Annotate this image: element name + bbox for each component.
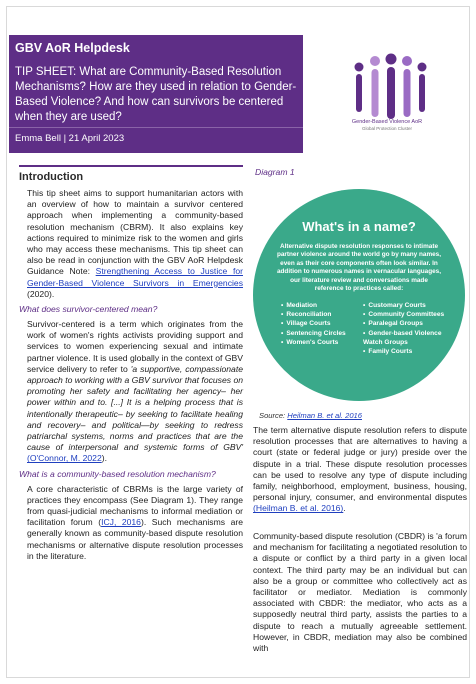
guidance-note-link[interactable]: Strengthening Access to Justice for Gender-Based Violence Survivors in Emergencies [27,266,243,288]
list-item: • Women's Courts [281,338,346,347]
list-item: • Reconciliation [281,310,346,319]
cbrm-paragraph: A core characteristic of CBRMs is the large variety of practices they encompass (See Diagram 1). They range from quasi-judicial mechanisms to informal mediation or facilitation forum (ICJ, 2016). Such mechanisms are generally known as community-based dispute resolution mechanisms or alternative dispute resolution processes in the literature. [27,483,243,561]
diagram-list-right [363,301,447,356]
logo-caption: Gender-Based Violence AoR [351,119,423,125]
list-item: • Family Courts [363,347,447,356]
section-rule [19,165,243,167]
document-page [6,6,470,678]
diagram-label: Diagram 1 [255,167,295,177]
diagram-title: What's in a name? [302,219,416,234]
tip-sheet-title: TIP SHEET: What are Community-Based Resolution Mechanisms? How are they used in relation to Gender-Based Violence? And how can survivors be centered when they are used? [15,66,297,123]
introduction-heading: Introduction [19,171,84,183]
list-item: • Paralegal Groups [363,319,447,328]
intro-paragraph: This tip sheet aims to support humanitarian actors with an overview of how to maintain a survivor centered approach when implementing a community-based resolution mechanism (CBRM). It also explains key actions required to minimize risk to the women and girls who may access these mechanisms. This tip sheet can also be read in conjunction with the GBV AoR Helpdesk Guidance Note: Strengthening Access to Justice for Gender-Based Violence Survivors in Emergencies (2020). [27,188,243,299]
left-column [19,171,243,562]
oconnor-citation-link[interactable]: (O'Connor, M. 2022 [27,453,102,464]
adr-paragraph: The term alternative dispute resolution refers to dispute resolution processes that are alternatives to having a court (state or federal judge or jury) preside over the dispute in a trial. These dispute resolution processes can be used to resolve any type of dispute including family, neighborhood, employment, business, housing, personal injury, consumer, and environmental disputes (Heilman B. et al. 2016). [253,425,467,514]
list-item: • Mediation [281,301,346,310]
survivor-centered-heading: What does survivor-centered mean? [19,304,158,315]
org-name: GBV AoR Helpdesk [15,41,130,55]
heilman-citation-link[interactable]: (Heilman B. et al. 2016) [253,503,344,514]
cbdr-paragraph: Community-based dispute resolution (CBDR) is 'a forum and mechanism for facilitating a negotiated resolution to a dispute or conflict by a third party in a given local context. The third party may be an individual but can also be a group or committee who collectively act as facilitator or mediator. Mediation is commonly associated with CBDR: the mediator, who acts as a supposedly neutral third party, assists the parties to a dispute to reach a mutually agreeable settlement. However, in CBDR, mediation may also be combined with [253,531,467,654]
list-item: • Village Courts [281,319,346,328]
icj-citation-link[interactable]: ICJ, 2016 [101,517,141,528]
cbrm-heading: What is a community-based resolution mechanism? [19,468,216,479]
list-item: • Customary Courts [363,301,447,310]
diagram-description: Alternative dispute resolution responses to intimate partner violence around the world go by many names, even as their core components often look similar. In addition to numerous names in vernacular languages, our literature review and conversations made reference to practices called: [276,243,442,293]
list-item: • Community Committees [363,310,447,319]
header-divider [9,127,303,128]
list-item: • Sentencing Circles [281,329,346,338]
diagram-source: Source: Heilman B. et al. 2016 [259,411,362,420]
logo-subcaption: Global Protection Cluster [361,126,413,131]
survivor-centered-paragraph: Survivor-centered is a term which originates from the work of women's rights activists providing support and services to women experiencing sexual and intimate partner violence. It is used globally in the context of GBV service delivery to refer to 'a supportive, compassionate approach to working with a GBV survivor that focuses on promoting her safety and facilitating her agency– her power within and to. [...] It is a helping process that is intentionally therapeutic– by seeking to facilitate healing and recovery– and political—by seeking to redress patriarchal systems, norms and practices that are the cause of interpersonal and systemic forms of GBV' (O'Connor, M. 2022). [27,319,243,464]
list-item: • Gender-based Violence Watch Groups [363,329,447,347]
heilman-source-link[interactable]: Heilman B. et al. 2016 [287,411,362,420]
diagram-list-left [281,301,346,347]
author-date: Emma Bell | 21 April 2023 [15,133,125,144]
